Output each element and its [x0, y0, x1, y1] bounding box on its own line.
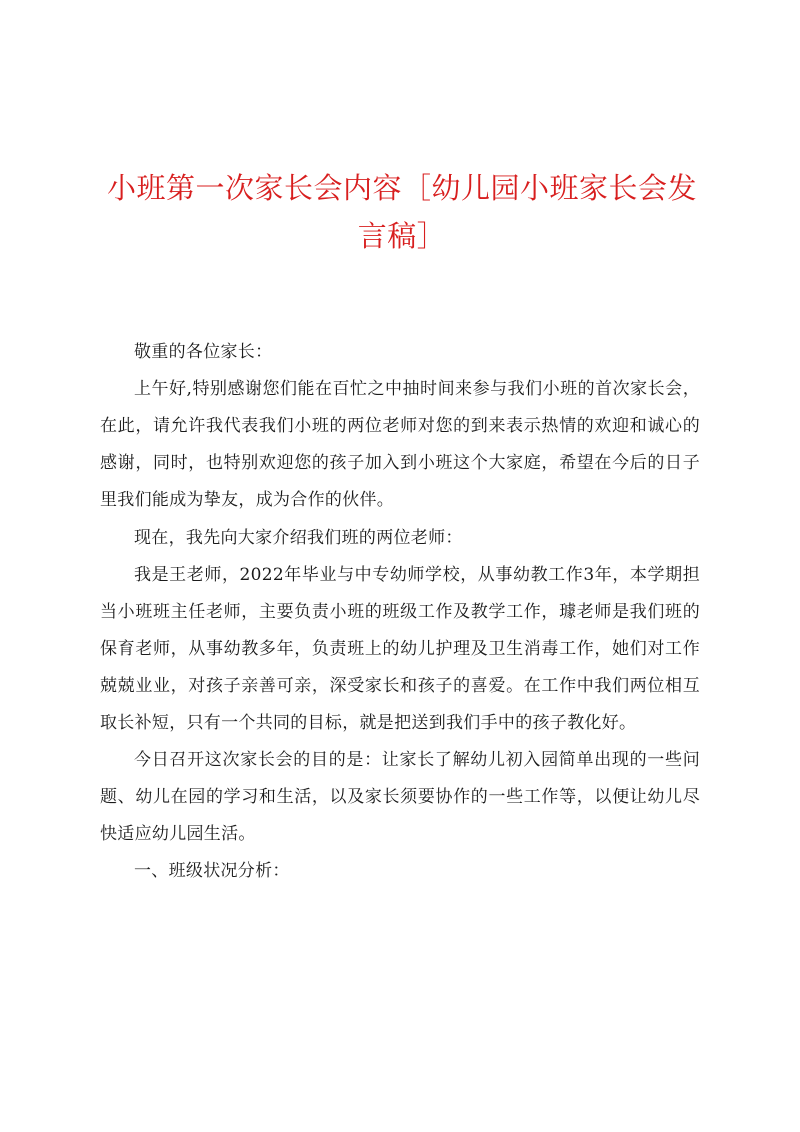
section-heading-class-analysis: 一、班级状况分析：	[134, 861, 290, 882]
meeting-purpose-paragraph: 今日召开这次家长会的目的是：让家长了解幼儿初入园简单出现的一些问题、幼儿在园的学习和生活，以及家长须要协作的一些工作等，以便让幼儿尽快适应幼儿园生活。	[100, 750, 700, 845]
greeting-paragraph: 敬重的各位家长：	[134, 342, 273, 362]
welcome-paragraph: 上午好,特别感谢您们能在百忙之中抽时间来参与我们小班的首次家长会，在此，请允许我代表我们小班的两位老师对您的到来表示热情的欢迎和诚心的感谢，同时，也特别欢迎您的孩子加入到小班这个大家庭，希望在今后的日子里我们能成为挚友，成为合作的伙伴。	[100, 379, 700, 511]
teacher-intro-lead-paragraph: 现在，我先向大家介绍我们班的两位老师：	[134, 527, 463, 548]
document-title: 小班第一次家长会内容［幼儿园小班家长会发言稿］	[106, 171, 697, 253]
teacher-intro-paragraph: 我是王老师，2022年毕业与中专幼师学校，从事幼教工作3年，本学期担当小班班主任老师，主要负责小班的班级工作及教学工作，璩老师是我们班的保育老师，从事幼教多年，负责班上的幼儿护理及卫生消毒工作，她们对工作兢兢业业，对孩子亲善可亲，深受家长和孩子的喜爱。在工作中我们两位相互取长补短，只有一个共同的目标，就是把送到我们手中的孩子教化好。	[100, 564, 700, 733]
document-body	[100, 334, 700, 891]
